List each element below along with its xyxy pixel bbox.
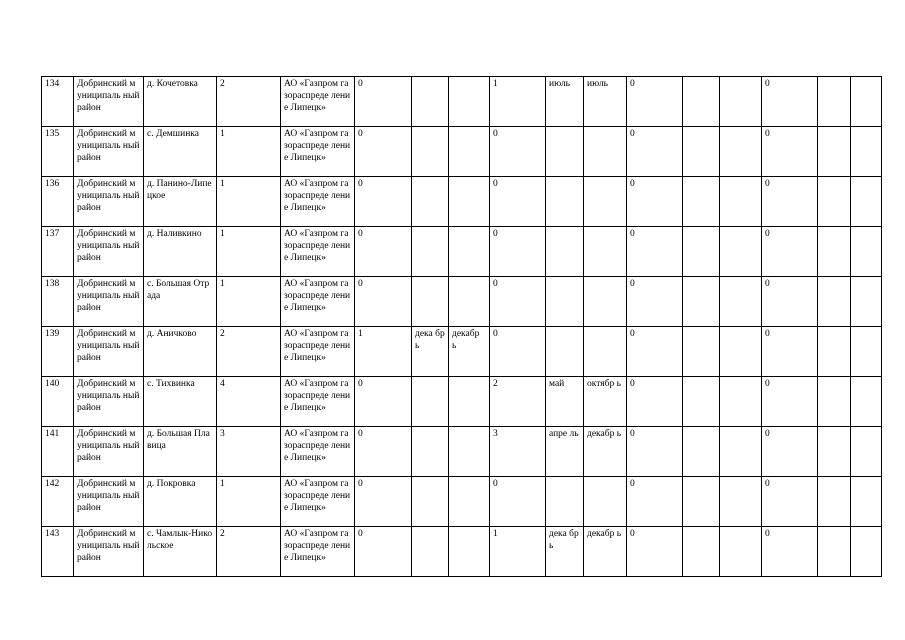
cell-text: 2 — [220, 329, 225, 339]
value-cell-3 — [449, 227, 490, 277]
value-cell-7 — [627, 127, 683, 177]
cell-text: Добринский муниципаль ный район — [77, 79, 140, 114]
cell-text: апре ль — [549, 429, 579, 439]
cell-text: 0 — [765, 379, 770, 389]
cell-text: с. Тихвинка — [147, 379, 195, 389]
cell-text: АО «Газпром газораспреде ление Липецк» — [284, 379, 351, 414]
value-cell-6 — [584, 377, 627, 427]
cell-text: 0 — [765, 429, 770, 439]
row-number-cell — [42, 477, 74, 527]
cell-text: октябр ь — [587, 379, 621, 389]
value-cell-3 — [449, 127, 490, 177]
cell-text: декабр ь — [587, 429, 622, 439]
cell-text: 0 — [630, 529, 635, 539]
value-cell-11 — [818, 227, 851, 277]
cell-text: Добринский муниципаль ный район — [77, 329, 140, 364]
table-row — [42, 527, 882, 577]
cell-text: 0 — [630, 379, 635, 389]
district-cell — [74, 477, 144, 527]
value-cell-6 — [584, 327, 627, 377]
value-cell-11 — [818, 427, 851, 477]
value-cell-11 — [818, 127, 851, 177]
cell-text: АО «Газпром газораспреде ление Липецк» — [284, 229, 351, 264]
value-cell-4 — [490, 477, 546, 527]
value-cell-5 — [546, 427, 584, 477]
cell-text: 0 — [358, 129, 363, 139]
value-cell-11 — [818, 277, 851, 327]
value-cell-1 — [355, 177, 412, 227]
cell-text: декабр ь — [587, 529, 622, 539]
count-cell — [217, 227, 281, 277]
value-cell-3 — [449, 77, 490, 127]
cell-text: 0 — [765, 229, 770, 239]
table-body — [42, 77, 882, 577]
district-cell — [74, 527, 144, 577]
value-cell-11 — [818, 527, 851, 577]
value-cell-12 — [851, 277, 882, 327]
cell-text: 0 — [493, 229, 498, 239]
cell-text: 3 — [220, 429, 225, 439]
district-cell — [74, 227, 144, 277]
cell-text: 0 — [358, 529, 363, 539]
cell-text: 3 — [493, 429, 498, 439]
value-cell-9 — [720, 177, 762, 227]
count-cell — [217, 377, 281, 427]
cell-text: 136 — [45, 179, 60, 189]
settlement-cell — [144, 177, 217, 227]
cell-text: д. Наливкино — [147, 229, 202, 239]
settlement-cell — [144, 277, 217, 327]
settlement-cell — [144, 327, 217, 377]
value-cell-8 — [683, 77, 720, 127]
cell-text: 0 — [630, 329, 635, 339]
cell-text: с. Демшинка — [147, 129, 199, 139]
cell-text: 0 — [493, 329, 498, 339]
value-cell-7 — [627, 77, 683, 127]
row-number-cell — [42, 77, 74, 127]
cell-text: 0 — [358, 429, 363, 439]
district-cell — [74, 277, 144, 327]
value-cell-2 — [412, 127, 449, 177]
value-cell-4 — [490, 377, 546, 427]
count-cell — [217, 127, 281, 177]
cell-text: 1 — [220, 479, 225, 489]
cell-text: 142 — [45, 479, 60, 489]
cell-text: 0 — [358, 229, 363, 239]
value-cell-12 — [851, 527, 882, 577]
cell-text: 143 — [45, 529, 60, 539]
value-cell-10 — [762, 427, 818, 477]
value-cell-6 — [584, 77, 627, 127]
cell-text: 138 — [45, 279, 60, 289]
value-cell-5 — [546, 127, 584, 177]
value-cell-12 — [851, 327, 882, 377]
value-cell-6 — [584, 477, 627, 527]
organization-cell — [281, 127, 355, 177]
value-cell-9 — [720, 227, 762, 277]
cell-text: 0 — [765, 329, 770, 339]
value-cell-9 — [720, 327, 762, 377]
cell-text: 1 — [358, 329, 363, 339]
value-cell-4 — [490, 127, 546, 177]
cell-text: 1 — [220, 279, 225, 289]
cell-text: 0 — [630, 479, 635, 489]
value-cell-2 — [412, 477, 449, 527]
value-cell-12 — [851, 177, 882, 227]
value-cell-1 — [355, 227, 412, 277]
row-number-cell — [42, 527, 74, 577]
value-cell-2 — [412, 227, 449, 277]
value-cell-8 — [683, 227, 720, 277]
value-cell-10 — [762, 527, 818, 577]
count-cell — [217, 477, 281, 527]
cell-text: 1 — [220, 179, 225, 189]
value-cell-10 — [762, 477, 818, 527]
value-cell-12 — [851, 477, 882, 527]
value-cell-5 — [546, 177, 584, 227]
value-cell-7 — [627, 177, 683, 227]
value-cell-9 — [720, 77, 762, 127]
cell-text: 2 — [220, 529, 225, 539]
cell-text: АО «Газпром газораспреде ление Липецк» — [284, 279, 351, 314]
cell-text: 0 — [358, 179, 363, 189]
value-cell-10 — [762, 177, 818, 227]
cell-text: июль — [587, 79, 609, 89]
cell-text: Добринский муниципаль ный район — [77, 229, 140, 264]
value-cell-7 — [627, 227, 683, 277]
value-cell-5 — [546, 227, 584, 277]
value-cell-8 — [683, 127, 720, 177]
cell-text: д. Большая Плавица — [147, 429, 210, 452]
cell-text: Добринский муниципаль ный район — [77, 479, 140, 514]
value-cell-11 — [818, 377, 851, 427]
value-cell-4 — [490, 227, 546, 277]
cell-text: д. Аничково — [147, 329, 197, 339]
value-cell-9 — [720, 277, 762, 327]
value-cell-2 — [412, 277, 449, 327]
cell-text: Добринский муниципаль ный район — [77, 179, 140, 214]
district-cell — [74, 127, 144, 177]
value-cell-10 — [762, 127, 818, 177]
value-cell-8 — [683, 177, 720, 227]
settlement-cell — [144, 77, 217, 127]
table-row — [42, 477, 882, 527]
settlement-cell — [144, 527, 217, 577]
cell-text: д. Кочетовка — [147, 79, 198, 89]
value-cell-7 — [627, 277, 683, 327]
cell-text: 1 — [493, 529, 498, 539]
value-cell-7 — [627, 377, 683, 427]
district-cell — [74, 327, 144, 377]
value-cell-6 — [584, 427, 627, 477]
value-cell-2 — [412, 427, 449, 477]
value-cell-8 — [683, 477, 720, 527]
value-cell-12 — [851, 377, 882, 427]
cell-text: 2 — [220, 79, 225, 89]
value-cell-3 — [449, 377, 490, 427]
value-cell-2 — [412, 377, 449, 427]
cell-text: 0 — [630, 179, 635, 189]
value-cell-5 — [546, 77, 584, 127]
value-cell-2 — [412, 527, 449, 577]
organization-cell — [281, 227, 355, 277]
cell-text: АО «Газпром газораспреде ление Липецк» — [284, 529, 351, 564]
count-cell — [217, 277, 281, 327]
cell-text: 0 — [358, 379, 363, 389]
cell-text: 2 — [493, 379, 498, 389]
cell-text: Добринский муниципаль ный район — [77, 379, 140, 414]
cell-text: 0 — [358, 479, 363, 489]
table-row — [42, 77, 882, 127]
value-cell-7 — [627, 477, 683, 527]
value-cell-3 — [449, 527, 490, 577]
organization-cell — [281, 477, 355, 527]
value-cell-11 — [818, 327, 851, 377]
value-cell-9 — [720, 527, 762, 577]
settlement-cell — [144, 227, 217, 277]
value-cell-1 — [355, 277, 412, 327]
value-cell-5 — [546, 277, 584, 327]
table-row — [42, 127, 882, 177]
value-cell-1 — [355, 127, 412, 177]
table-row — [42, 227, 882, 277]
cell-text: 0 — [630, 279, 635, 289]
value-cell-1 — [355, 527, 412, 577]
value-cell-1 — [355, 327, 412, 377]
row-number-cell — [42, 427, 74, 477]
value-cell-1 — [355, 477, 412, 527]
district-cell — [74, 177, 144, 227]
cell-text: 4 — [220, 379, 225, 389]
value-cell-4 — [490, 527, 546, 577]
cell-text: с. Чамлык-Никольское — [147, 529, 213, 552]
cell-text: 0 — [493, 279, 498, 289]
value-cell-3 — [449, 177, 490, 227]
value-cell-5 — [546, 477, 584, 527]
row-number-cell — [42, 327, 74, 377]
cell-text: АО «Газпром газораспреде ление Липецк» — [284, 179, 351, 214]
cell-text: 0 — [630, 229, 635, 239]
row-number-cell — [42, 377, 74, 427]
cell-text: 0 — [358, 279, 363, 289]
row-number-cell — [42, 127, 74, 177]
cell-text: 0 — [765, 79, 770, 89]
count-cell — [217, 177, 281, 227]
organization-cell — [281, 377, 355, 427]
value-cell-9 — [720, 427, 762, 477]
cell-text: май — [549, 379, 565, 389]
value-cell-1 — [355, 77, 412, 127]
cell-text: 140 — [45, 379, 60, 389]
count-cell — [217, 327, 281, 377]
cell-text: АО «Газпром газораспреде ление Липецк» — [284, 129, 351, 164]
row-number-cell — [42, 177, 74, 227]
value-cell-9 — [720, 377, 762, 427]
value-cell-6 — [584, 527, 627, 577]
cell-text: 0 — [765, 279, 770, 289]
cell-text: 0 — [765, 479, 770, 489]
value-cell-10 — [762, 277, 818, 327]
cell-text: с. Большая Отрада — [147, 279, 210, 302]
value-cell-7 — [627, 327, 683, 377]
organization-cell — [281, 277, 355, 327]
cell-text: Добринский муниципаль ный район — [77, 129, 140, 164]
cell-text: д. Панино-Липецкое — [147, 179, 212, 202]
cell-text: 0 — [493, 129, 498, 139]
value-cell-8 — [683, 377, 720, 427]
cell-text: Добринский муниципаль ный район — [77, 529, 140, 564]
settlement-cell — [144, 427, 217, 477]
data-table — [41, 76, 882, 577]
count-cell — [217, 527, 281, 577]
value-cell-9 — [720, 477, 762, 527]
value-cell-4 — [490, 177, 546, 227]
district-cell — [74, 427, 144, 477]
cell-text: 0 — [630, 429, 635, 439]
value-cell-1 — [355, 427, 412, 477]
organization-cell — [281, 77, 355, 127]
value-cell-1 — [355, 377, 412, 427]
row-number-cell — [42, 227, 74, 277]
cell-text: 0 — [630, 79, 635, 89]
cell-text: 0 — [765, 129, 770, 139]
value-cell-12 — [851, 427, 882, 477]
table-row — [42, 427, 882, 477]
organization-cell — [281, 327, 355, 377]
value-cell-11 — [818, 77, 851, 127]
value-cell-12 — [851, 77, 882, 127]
value-cell-2 — [412, 327, 449, 377]
cell-text: дека брь — [549, 529, 579, 552]
settlement-cell — [144, 377, 217, 427]
count-cell — [217, 77, 281, 127]
cell-text: 1 — [493, 79, 498, 89]
cell-text: 0 — [630, 129, 635, 139]
value-cell-8 — [683, 277, 720, 327]
value-cell-4 — [490, 277, 546, 327]
cell-text: 0 — [493, 179, 498, 189]
cell-text: АО «Газпром газораспреде ление Липецк» — [284, 329, 351, 364]
value-cell-11 — [818, 477, 851, 527]
value-cell-6 — [584, 277, 627, 327]
count-cell — [217, 427, 281, 477]
value-cell-4 — [490, 77, 546, 127]
cell-text: Добринский муниципаль ный район — [77, 429, 140, 464]
value-cell-8 — [683, 527, 720, 577]
cell-text: дека брь — [415, 329, 445, 352]
organization-cell — [281, 527, 355, 577]
cell-text: 135 — [45, 129, 60, 139]
value-cell-6 — [584, 177, 627, 227]
district-cell — [74, 377, 144, 427]
cell-text: 1 — [220, 229, 225, 239]
value-cell-8 — [683, 327, 720, 377]
cell-text: АО «Газпром газораспреде ление Липецк» — [284, 479, 351, 514]
cell-text: 0 — [358, 79, 363, 89]
district-cell — [74, 77, 144, 127]
value-cell-8 — [683, 427, 720, 477]
cell-text: 139 — [45, 329, 60, 339]
cell-text: 0 — [493, 479, 498, 489]
cell-text: д. Покровка — [147, 479, 196, 489]
value-cell-5 — [546, 527, 584, 577]
value-cell-5 — [546, 377, 584, 427]
value-cell-3 — [449, 477, 490, 527]
value-cell-6 — [584, 127, 627, 177]
cell-text: АО «Газпром газораспреде ление Липецк» — [284, 429, 351, 464]
cell-text: 141 — [45, 429, 60, 439]
settlement-cell — [144, 477, 217, 527]
cell-text: 0 — [765, 179, 770, 189]
value-cell-7 — [627, 527, 683, 577]
value-cell-12 — [851, 227, 882, 277]
value-cell-4 — [490, 427, 546, 477]
value-cell-3 — [449, 427, 490, 477]
value-cell-3 — [449, 277, 490, 327]
value-cell-2 — [412, 177, 449, 227]
organization-cell — [281, 427, 355, 477]
table-row — [42, 277, 882, 327]
row-number-cell — [42, 277, 74, 327]
value-cell-11 — [818, 177, 851, 227]
organization-cell — [281, 177, 355, 227]
value-cell-2 — [412, 77, 449, 127]
cell-text: июль — [549, 79, 571, 89]
value-cell-10 — [762, 227, 818, 277]
table-row — [42, 327, 882, 377]
cell-text: 0 — [765, 529, 770, 539]
cell-text: 137 — [45, 229, 60, 239]
value-cell-10 — [762, 377, 818, 427]
cell-text: 134 — [45, 79, 60, 89]
value-cell-9 — [720, 127, 762, 177]
value-cell-12 — [851, 127, 882, 177]
value-cell-10 — [762, 77, 818, 127]
value-cell-5 — [546, 327, 584, 377]
value-cell-6 — [584, 227, 627, 277]
cell-text: 1 — [220, 129, 225, 139]
value-cell-7 — [627, 427, 683, 477]
table-row — [42, 177, 882, 227]
value-cell-4 — [490, 327, 546, 377]
value-cell-3 — [449, 327, 490, 377]
cell-text: декабр ь — [452, 329, 480, 352]
value-cell-10 — [762, 327, 818, 377]
table-row — [42, 377, 882, 427]
settlement-cell — [144, 127, 217, 177]
cell-text: Добринский муниципаль ный район — [77, 279, 140, 314]
cell-text: АО «Газпром газораспреде ление Липецк» — [284, 79, 351, 114]
